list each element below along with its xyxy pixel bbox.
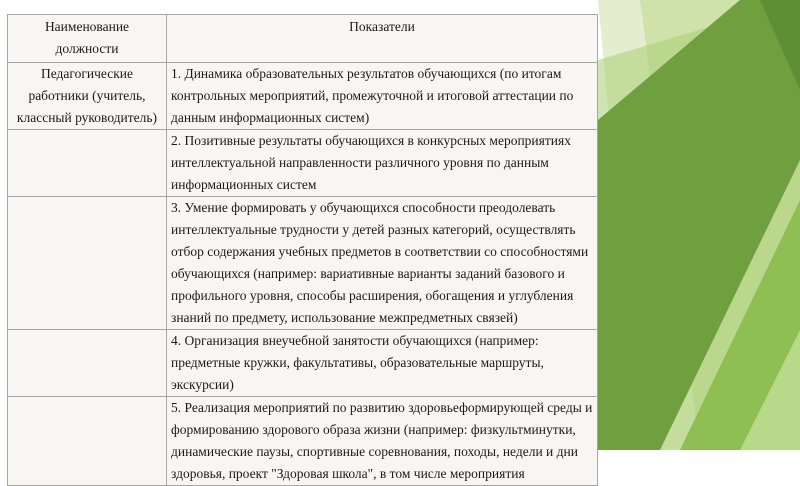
indicator-cell: 5. Реализация мероприятий по развитию здоровьеформирующей среды и формированию здорового образа жизни (например: физкультминутки, динамические паузы, спортивные соревнования, походы, недели и дни здоровья, проект "Здоровая школа", в том числе мероприятия	[167, 397, 598, 486]
position-cell	[8, 397, 167, 486]
position-cell: Педагогические работники (учитель, классный руководитель)	[8, 63, 167, 130]
table-row	[8, 197, 598, 330]
indicator-cell: 3. Умение формировать у обучающихся способности преодолевать интеллектуальные трудности у детей разных категорий, осуществлять отбор содержания учебных предметов в соответствии со способностями обучающихся (например: вариативные варианты заданий базового и профильного уровня, способы расширения, обогащения и углубления знаний по предмету, использование межпредметных связей)	[167, 197, 598, 330]
header-indicators-cell: Показатели	[167, 15, 598, 63]
table-row	[8, 130, 598, 197]
table-row	[8, 330, 598, 397]
position-cell	[8, 330, 167, 397]
table-row	[8, 63, 598, 130]
table-header-row	[8, 15, 598, 63]
position-cell	[8, 197, 167, 330]
indicator-cell: 4. Организация внеучебной занятости обучающихся (например: предметные кружки, факультативы, образовательные маршруты, экскурсии)	[167, 330, 598, 397]
header-position-cell: Наименование должности	[8, 15, 167, 63]
indicator-cell: 2. Позитивные результаты обучающихся в конкурсных мероприятиях интеллектуальной направленности различного уровня по данным информационных систем	[167, 130, 598, 197]
table-row	[8, 397, 598, 486]
indicator-cell: 1. Динамика образовательных результатов обучающихся (по итогам контрольных мероприятий, промежуточной и итоговой аттестации по данным информационных систем)	[167, 63, 598, 130]
indicators-table	[7, 14, 598, 486]
position-cell	[8, 130, 167, 197]
